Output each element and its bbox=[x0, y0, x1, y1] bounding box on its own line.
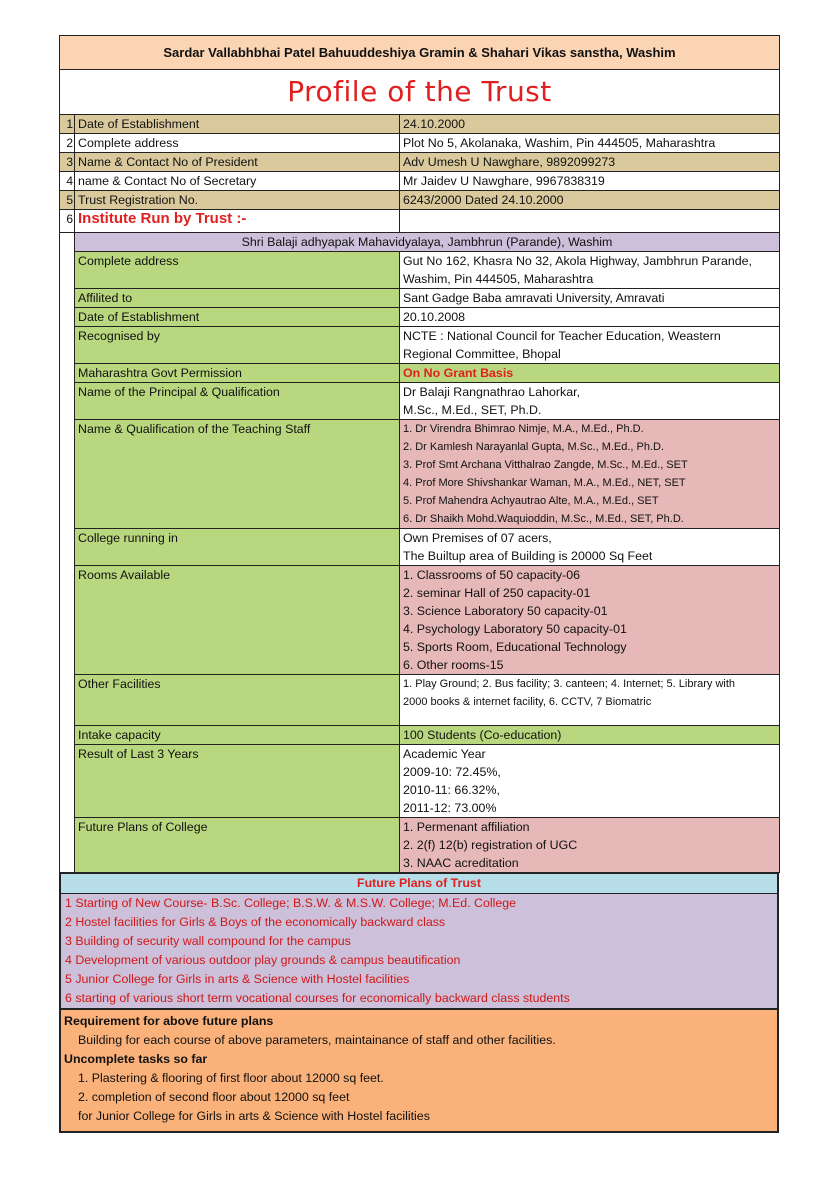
list-item: 2. completion of second floor about 12000 sq feet bbox=[78, 1090, 350, 1104]
row-value: 1. Classrooms of 50 capacity-06 2. seminar Hall of 250 capacity-01 3. Science Laboratory 50 capacity-01 4. Psychology Laboratory 50 capacity-01 5. Sports Room, Educational Technology 6. Other rooms-15 bbox=[400, 566, 780, 675]
list-item: 1. Plastering & flooring of first floor about 12000 sq feet. bbox=[78, 1071, 384, 1085]
row-label: Name of the Principal & Qualification bbox=[75, 383, 400, 420]
future-plans-section bbox=[59, 872, 779, 1010]
institute-name: Shri Balaji adhyapak Mahavidyalaya, Jambhrun (Parande), Washim bbox=[75, 233, 780, 252]
row-label: Complete address bbox=[75, 252, 400, 289]
row-value: 100 Students (Co-education) bbox=[400, 726, 780, 745]
row-value: 20.10.2008 bbox=[400, 308, 780, 327]
table-row: 4 name & Contact No of Secretary Mr Jaidev U Nawghare, 9967838319 bbox=[60, 172, 780, 191]
institute-name-row bbox=[60, 233, 780, 252]
list-item: 1 Starting of New Course- B.Sc. College; B.S.W. & M.S.W. College; M.Ed. College bbox=[65, 896, 517, 910]
row-value: Gut No 162, Khasra No 32, Akola Highway, Jambhrun Parande, Washim, Pin 444505, Maharashtra bbox=[400, 252, 780, 289]
future-plans-heading: Future Plans of Trust bbox=[61, 874, 777, 894]
row-value: 6243/2000 Dated 24.10.2000 bbox=[400, 191, 780, 210]
row-value: Adv Umesh U Nawghare, 9892099273 bbox=[400, 153, 780, 172]
table-row bbox=[60, 818, 780, 873]
row-label: Complete address bbox=[75, 134, 400, 153]
row-value: Plot No 5, Akolanaka, Washim, Pin 444505, Maharashtra bbox=[400, 134, 780, 153]
list-item: 2 Hostel facilities for Girls & Boys of the economically backward class bbox=[65, 915, 446, 929]
row-label: Name & Contact No of President bbox=[75, 153, 400, 172]
page-title: Profile of the Trust bbox=[60, 70, 780, 115]
row-label: Affilited to bbox=[75, 289, 400, 308]
row-label: Result of Last 3 Years bbox=[75, 745, 400, 818]
row-label: Date of Establishment bbox=[75, 115, 400, 134]
row-value: 1. Dr Virendra Bhimrao Nimje, M.A., M.Ed., Ph.D. 2. Dr Kamlesh Narayanlal Gupta, M.Sc., M.Ed., Ph.D. 3. Prof Smt Archana Vitthalrao Zangde, M.Sc., M.Ed., SET 4. Prof More Shivshankar Waman, M.A., M.Ed., NET, SET 5. Prof Mahendra Achyautrao Alte, M.A., M.Ed., SET 6. Dr Shaikh Mohd.Waquioddin, M.Sc., M.Ed., SET, Ph.D. bbox=[400, 420, 780, 529]
list-item: 4 Development of various outdoor play grounds & campus beautification bbox=[65, 953, 461, 967]
table-row bbox=[60, 566, 780, 675]
table-row bbox=[60, 745, 780, 818]
list-item: 3 Building of security wall compound for the campus bbox=[65, 934, 351, 948]
list-item: 6 starting of various short term vocational courses for economically backward class students bbox=[65, 991, 570, 1005]
table-row: 5 Trust Registration No. 6243/2000 Dated 24.10.2000 bbox=[60, 191, 780, 210]
organization-header: Sardar Vallabhbhai Patel Bahuuddeshiya Gramin & Shahari Vikas sanstha, Washim bbox=[60, 36, 780, 70]
row-value: Mr Jaidev U Nawghare, 9967838319 bbox=[400, 172, 780, 191]
trust-profile-sheet bbox=[59, 35, 779, 1133]
table-row bbox=[60, 420, 780, 529]
row-label: Name & Qualification of the Teaching Staff bbox=[75, 420, 400, 529]
requirements-section bbox=[59, 1010, 779, 1133]
row-label: Recognised by bbox=[75, 327, 400, 364]
table-row bbox=[60, 308, 780, 327]
institute-heading: Institute Run by Trust :- bbox=[75, 210, 400, 233]
institute-heading-row: 6 Institute Run by Trust :- bbox=[60, 210, 780, 233]
table-row bbox=[60, 675, 780, 726]
table-row: 1 Date of Establishment 24.10.2000 bbox=[60, 115, 780, 134]
list-item: for Junior College for Girls in arts & Science with Hostel facilities bbox=[78, 1109, 430, 1123]
row-label: Maharashtra Govt Permission bbox=[75, 364, 400, 383]
table-row: 2 Complete address Plot No 5, Akolanaka, Washim, Pin 444505, Maharashtra bbox=[60, 134, 780, 153]
row-label: Intake capacity bbox=[75, 726, 400, 745]
table-row bbox=[60, 726, 780, 745]
row-value: Own Premises of 07 acers, The Builtup area of Building is 20000 Sq Feet bbox=[400, 529, 780, 566]
requirements-text: Building for each course of above parameters, maintainance of staff and other facilities. bbox=[78, 1033, 556, 1047]
row-value: 24.10.2000 bbox=[400, 115, 780, 134]
row-value: NCTE : National Council for Teacher Education, Weastern Regional Committee, Bhopal bbox=[400, 327, 780, 364]
row-label: College running in bbox=[75, 529, 400, 566]
row-label: Rooms Available bbox=[75, 566, 400, 675]
row-value: Sant Gadge Baba amravati University, Amravati bbox=[400, 289, 780, 308]
row-label: Trust Registration No. bbox=[75, 191, 400, 210]
requirements-heading: Requirement for above future plans bbox=[64, 1014, 274, 1028]
table-row bbox=[60, 364, 780, 383]
list-item: 5 Junior College for Girls in arts & Science with Hostel facilities bbox=[65, 972, 410, 986]
row-value: Dr Balaji Rangnathrao Lahorkar, M.Sc., M.Ed., SET, Ph.D. bbox=[400, 383, 780, 420]
tasks-heading: Uncomplete tasks so far bbox=[64, 1052, 208, 1066]
table-row bbox=[60, 289, 780, 308]
table-row bbox=[60, 327, 780, 364]
table-row bbox=[60, 252, 780, 289]
row-label: Future Plans of College bbox=[75, 818, 400, 873]
row-value: 1. Play Ground; 2. Bus facility; 3. canteen; 4. Internet; 5. Library with 2000 books & internet facility, 6. CCTV, 7 Biomatric bbox=[400, 675, 780, 726]
row-value: Academic Year 2009-10: 72.45%, 2010-11: 66.32%, 2011-12: 73.00% bbox=[400, 745, 780, 818]
row-label: name & Contact No of Secretary bbox=[75, 172, 400, 191]
row-value: 1. Permenant affiliation 2. 2(f) 12(b) registration of UGC 3. NAAC acreditation bbox=[400, 818, 780, 873]
row-value: On No Grant Basis bbox=[400, 364, 780, 383]
row-label: Date of Establishment bbox=[75, 308, 400, 327]
table-row: 3 Name & Contact No of President Adv Umesh U Nawghare, 9892099273 bbox=[60, 153, 780, 172]
table-row bbox=[60, 529, 780, 566]
row-label: Other Facilities bbox=[75, 675, 400, 726]
trust-profile-table bbox=[59, 35, 780, 873]
table-row bbox=[60, 383, 780, 420]
